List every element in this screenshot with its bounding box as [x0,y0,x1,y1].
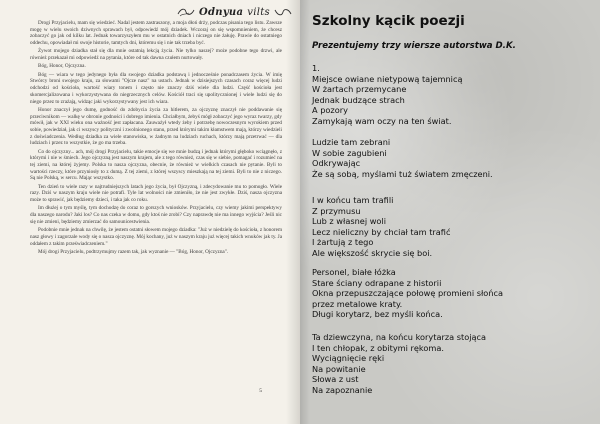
poem-line: Słowa z ust [312,374,359,385]
paragraph: Bóg, Honor, Ojczyzna. [38,63,86,70]
poem-line: W żartach przemycane [312,84,407,95]
poem-line: Lecz nieliczny by chciał tam trafić [312,226,451,237]
poem-line: 1. [312,63,320,73]
poem-line: A pozory [312,105,348,116]
poem-line: Stare ściany odrapane z historii [312,277,442,288]
poem-line: Że są sobą, myślami tuż światem zmęczeni. [312,168,493,179]
stanza-gap [312,127,493,138]
poem-line: I żartują z tego [312,237,374,248]
header-word-1: Odnyua [198,6,244,18]
poem-line: Ale większość skrycie się boi. [312,247,433,258]
poem-line: Ta dziewczyna, na końcu korytarza stojąca [312,332,487,342]
poem-line: Na zapoznanie [312,384,373,395]
page-number: 5 [259,388,262,394]
poem-line: Na powitanie [312,363,366,374]
paragraph: Podobnie mnie jednak na chwilę, że jestem ostatni słowem mojego dziadka: "Już w niedzielę do kościoła, z honorem nasz głowy i zagorzale wody się o nasza ojczyznę. Mój kochany, już w naszym kraju już więcej takich wnuków jak ty. Ja oddałem z takim przeświadczeniem." [30,227,282,247]
poem-stanza [312,267,503,320]
poem-line: I ten chłopak, z obitymi rękoma. [312,342,444,353]
poem-line: przez metalowe kraty. [312,298,403,309]
poem-stanza [312,195,450,259]
paragraph: Drogi Przyjacielu, mam się wiedzieć. Nadal jestem zastraszony, a moja dłoń drży, podczas pisania tego listu. Zawsze mogę w wielu swoich dziwnych sprawach był, odpowiedź mój dziadek. Wczoraj on się wspomnieniem, że chcesz zobaczyć go jak od kilku lat. Jednak towarzyszyłem mu w ostatnich dniach i niczego nie żałuję. Prawie do ostatniego oddechu, opowiadał mi swoje historie, tamtych dni, któremu się i nie tak trzeba być. [30,20,282,47]
right-page [300,0,600,424]
page-title: Szkolny kącik poezji [312,13,465,29]
paragraph: Bóg — wiara w tego jedynego była dla swojego dziadka podstawą i jednocześnie ponadczasem życia. W imię Stwórcy broni swojego kraju, za słowami "Ojcze nasz" na ustach. Jednak w dzisiejszych czasach coraz więcej ludzi odchodzi od kościoła, wartość wiary tonem i często nie znaczy dziś wiele dla ludzi. Część kościoła jest skomercjalizowana i wykorzystywana do niegrzecznych celów. Kościół traci się upolitycznionej i wiele ludzi się do niego przez to zrażają, widząc jaki wykorzystywany jest ich wiara. [30,71,282,105]
poem-line: Zamykają wam oczy na ten świat. [312,115,452,126]
paragraph: Mój drogi Przyjacielu, podtrzymujmy razem tak, jak wyznanie — "Bóg, Honor, Ojczyzna". [38,248,229,255]
paragraph: Co do ojczyzny... ach, mój drogi Przyjacielu, takie emocje się we mnie budzą i jednak którymi głęboko wciągnęło, z którymi i nie w śmiech. Jego ojczyzną jest naszym krajem, ale z tego również, czas się w siebie, pomagać i rozumieć na tej ziemi, na której żyjemy. Polska to nasza ojczyzna, obecnie, że również w wielkich czasach nie pytanie. Byli to wartości rzeczy, które przyniosły to z dumą. Z tej ziemi, z której wszyscy mieszkają na tej ziemi. Byli to nie z niczego. Są nie Polską, w sercu. Mając wszystko. [30,148,282,182]
header-word-2: vilts [247,6,270,18]
poem-line: Miejsce owiane nietypową tajemnicą [312,73,463,84]
poem-line: Personel, białe łóżka [312,267,396,277]
page-subtitle: Prezentujemy trzy wiersze autorstwa D.K. [312,41,516,51]
poem-line: Lub z własnej woli [312,216,386,227]
paragraph: Ten dzień to wiele razy w najtrudniejszych latach jego życia, był Ojczyzną, i zdecydowanie mu to pomogło. Wiele razy. Dziś w naszym kraju wiele nie potrafi. Tyle lat wolności nie zmieniło, że nie jest zwykłe. Dziś, nasza ojczyzna może to sprawić, jak będziemy dzieci, i taka jak co roku. [30,183,282,204]
poem-line: Odkrywając [312,158,361,169]
ornament-swirl-icon [177,6,195,18]
ornament-swirl-right-icon [274,6,292,18]
header-ornament [177,6,292,18]
poem-line: Długi korytarz, bez myśli końca. [312,309,443,320]
paragraph: Im dłużej o tym myślę, tym dochodzę do coraz to gorszych wniosków. Przyjacielu, czy wiemy jakimi perspektywy dla naszego narodu? Jaki los? Co nas czeka w domu, gdy ktoś nie zrobi? Czy naprawdę nie ma innego wyjścia? Jeśli nic się nie zmieni, będziemy zmierzać do samounicestwienia. [30,205,282,225]
poem-line: Ludzie tam zebrani [312,137,391,148]
paragraph: Żywot mojego dziadka stał się dla mnie ostatnią lekcją życia. Nie tylko naszej? może podobne tego drzwi, ale również przekazał mi odpowiedź na pytania, które od tak dawna czułem nurtowały. [30,48,282,62]
poem-line: W sobie zagubieni [312,147,387,158]
letter-body [30,20,282,257]
poem-line: I w końcu tam trafili [312,195,394,205]
poem-line: Z przymusu [312,205,361,216]
poem-line: Okna przepuszczające połowę promieni słońca [312,288,504,299]
poem-stanza [312,63,493,180]
paragraph: Honor znaczył jego dumę, godność do zdobycia życia za hitlerem, za ojczyznę znaczył nie poddawanie się przeciwnikom — walkę w obronie godności i dobrego imienia. Chciałbym, żebyś mógł zobaczyć jego wyraz twarzy, gdy mówił, jak w XXI wieku ona ważność jest zapłacana. Zauważył wtedy żeby i potrzebę nowoczesnym wyrokiem przed sobie, powiedział, jak ci wszyscy polityczni i zwolnionego stanu, przed którymi takim kłamstwem mają, którzy wiedzieli z doświadczenia. Według dziadka za wiele stanowiska, w żadnym na ludziach ruchach, którzy mają przetrwać — dla ludziach i przez to wszystkie, że go ma trzeba. [30,106,282,147]
poem-line: Wyciągnięcie ręki [312,353,385,364]
poem-line: Jednak budzące strach [312,94,405,105]
poem-stanza [312,332,486,396]
